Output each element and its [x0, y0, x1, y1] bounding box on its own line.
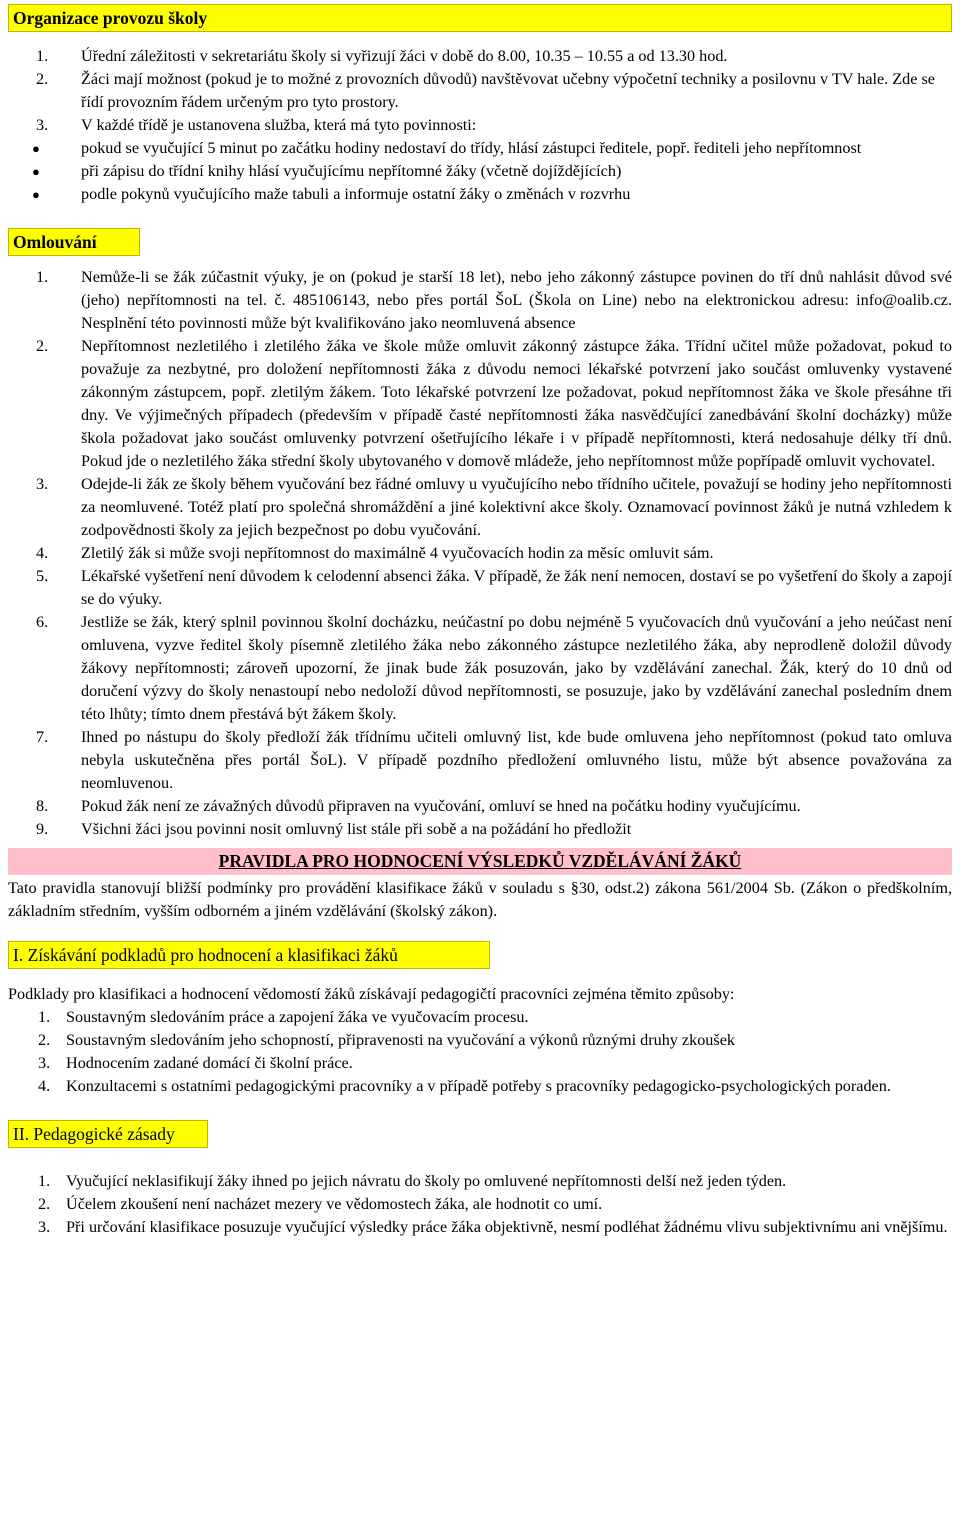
section-heading-pravidla: PRAVIDLA PRO HODNOCENÍ VÝSLEDKŮ VZDĚLÁVÁNÍ ŽÁKŮ [8, 848, 952, 875]
list-item: ● pokud se vyučující 5 minut po začátku hodiny nedostaví do třídy, hlásí zástupci ředitele, popř. řediteli jeho nepřítomnost [8, 137, 952, 160]
omluv-list [8, 266, 952, 841]
section-heading-organizace: Organizace provozu školy [8, 4, 952, 32]
list-item: 1. Vyučující neklasifikují žáky ihned po jejich návratu do školy po omluvené nepřítomnosti delší než jeden týden. [38, 1172, 787, 1190]
list-item: 2. Soustavným sledováním jeho schopností, připravenosti na vyučování a výkonů různými druhy zkoušek [38, 1031, 735, 1049]
section-heading-ziskavani: I. Získávání podkladů pro hodnocení a klasifikaci žáků [8, 941, 490, 969]
sec1-list [8, 1006, 952, 1098]
list-item: 4. Zletilý žák si může svoji nepřítomnost do maximálně 4 vyučovacích hodin za měsíc omluvit sám. [36, 544, 714, 562]
list-item: 1. Úřední záležitosti v sekretariátu školy si vyřizují žáci v době do 8.00, 10.35 – 10.55 a od 13.30 hod. [36, 47, 728, 65]
list-item: 3. Hodnocením zadané domácí či školní práce. [38, 1054, 353, 1072]
list-item: 8. Pokud žák není ze závažných důvodů připraven na vyučování, omluví se hned na počátku hodiny vyučujícímu. [36, 797, 801, 815]
list-item: 1. Soustavným sledováním práce a zapojení žáka ve vyučovacím procesu. [38, 1008, 529, 1026]
list-item: 1. Nemůže-li se žák zúčastnit výuky, je on (pokud je starší 18 let), nebo jeho zákonný zástupce povinen do tří dnů nahlásit důvod své (jeho) nepřítomnosti na tel. č. 485106143, nebo přes portál ŠoL (Škola on Line) nebo na elektronickou adresu: info@oalib.cz. Nesplnění této povinnosti může být kvalifikováno jako neomluvená absence [36, 268, 952, 332]
pravidla-intro: Tato pravidla stanovují bližší podmínky pro provádění klasifikace žáků v souladu s §30, odst.2) zákona 561/2004 Sb. (Zákon o předškolním, základním středním, vyšším odborném a jiném vzdělávání (školský zákon). [8, 879, 952, 920]
sec1-intro: Podklady pro klasifikaci a hodnocení vědomostí žáků získávají pedagogičtí pracovníci zejména těmito způsoby: [8, 985, 735, 1003]
bullet-icon: ● [32, 141, 40, 156]
list-item: 2. Účelem zkoušení není nacházet mezery ve vědomostech žáka, ale hodnotit co umí. [38, 1195, 603, 1213]
list-item: 5. Lékařské vyšetření není důvodem k celodenní absenci žáka. V případě, že žák není nemocen, dostaví se po vyšetření do školy a zapojí se do výuky. [36, 567, 952, 608]
bullet-icon: ● [32, 164, 40, 179]
list-item: 3. V každé třídě je ustanovena služba, která má tyto povinnosti: [36, 116, 477, 134]
list-item: 3. Odejde-li žák ze školy během vyučování bez řádné omluvy u vyučujícího nebo třídního učitele, považují se hodiny jeho nepřítomnosti za neomluvené. Totéž platí pro společná shromáždění a jiné kolektivní akce školy. Oznamovací povinnost žáků je nutná vzhledem k zodpovědnosti školy za jejich bezpečnost po dobu vyučování. [36, 475, 952, 539]
list-item: ● podle pokynů vyučujícího maže tabuli a informuje ostatní žáky o změnách v rozvrhu [8, 183, 952, 206]
list-item: ● při zápisu do třídní knihy hlásí vyučujícímu nepřítomné žáky (včetně dojíždějících) [8, 160, 952, 183]
list-item: 2. Žáci mají možnost (pokud je to možné z provozních důvodů) navštěvovat učebny výpočetní techniky a posilovnu v TV hale. Zde se řídí provozním řádem určeným pro tyto prostory. [36, 70, 935, 111]
list-item: 7. Ihned po nástupu do školy předloží žák třídnímu učiteli omluvný list, kde bude omluvena jeho nepřítomnost (pokud tato omluva nebyla uskutečněna přes portál ŠoL). V případě pozdního předložení omluvného listu, může být absence považována za neomluvenou. [36, 728, 952, 792]
list-item: 3. Při určování klasifikace posuzuje vyučující výsledky práce žáka objektivně, nesmí podléhat žádnému vlivu subjektivnímu ani vnějšímu. [38, 1218, 948, 1236]
org-list [8, 45, 952, 137]
list-item: 9. Všichni žáci jsou povinni nosit omluvný list stále při sobě a na požádání ho předložit [36, 820, 632, 838]
list-item: 4. Konzultacemi s ostatními pedagogickými pracovníky a v případě potřeby s pracovníky pedagogicko-psychologických poraden. [38, 1077, 891, 1095]
bullet-icon: ● [32, 187, 40, 202]
section-heading-omlouvani: Omlouvání [8, 228, 140, 256]
sec2-list [8, 1170, 952, 1239]
list-item: 6. Jestliže se žák, který splnil povinnou školní docházku, neúčastní po dobu nejméně 5 vyučovacích dnů vyučování a jeho neúčast není omluvena, vyzve ředitel školy písemně zletilého žáka nebo zákonného zástupce nezletilého žáka, aby neprodleně doložil důvody žákovy nepřítomnosti; zároveň upozorní, že jinak bude žák posuzován, jako by vzdělávání zanechal. Žák, který do 10 dnů od doručení výzvy do školy nenastoupí nebo nedoloží důvod nepřítomnosti, se posuzuje, jako by vzdělávání zanechal posledním dnem této lhůty; tímto dnem přestává být žákem školy. [36, 613, 952, 723]
list-item: 2. Nepřítomnost nezletilého i zletilého žáka ve škole může omluvit zákonný zástupce žáka. Třídní učitel může požadovat, pokud to považuje za nezbytné, pro doložení nepřítomnosti žáka z důvodu nemoci lékařské potvrzení jako součást omluvenky vystavené zákonným zástupcem, popř. zletilým žákem. Toto lékařské potvrzení lze požadovat, pokud nepřítomnost žáka ve škole přesáhne tři dny. Ve výjimečných případech (především v případě časté nepřítomnosti žáka nasvědčující zanedbávání školní docházky) může škola požadovat jako součást omluvenky potvrzení ošetřujícího lékaře i v případě nepřítomnosti, která nedosahuje délky tří dnů. Pokud jde o nezletilého žáka střední školy ubytovaného v domově mládeže, jeho nepřítomnost může popřípadě omluvit vychovatel. [36, 337, 952, 470]
section-heading-zasady: II. Pedagogické zásady [8, 1120, 208, 1148]
org-bullets [8, 137, 952, 206]
